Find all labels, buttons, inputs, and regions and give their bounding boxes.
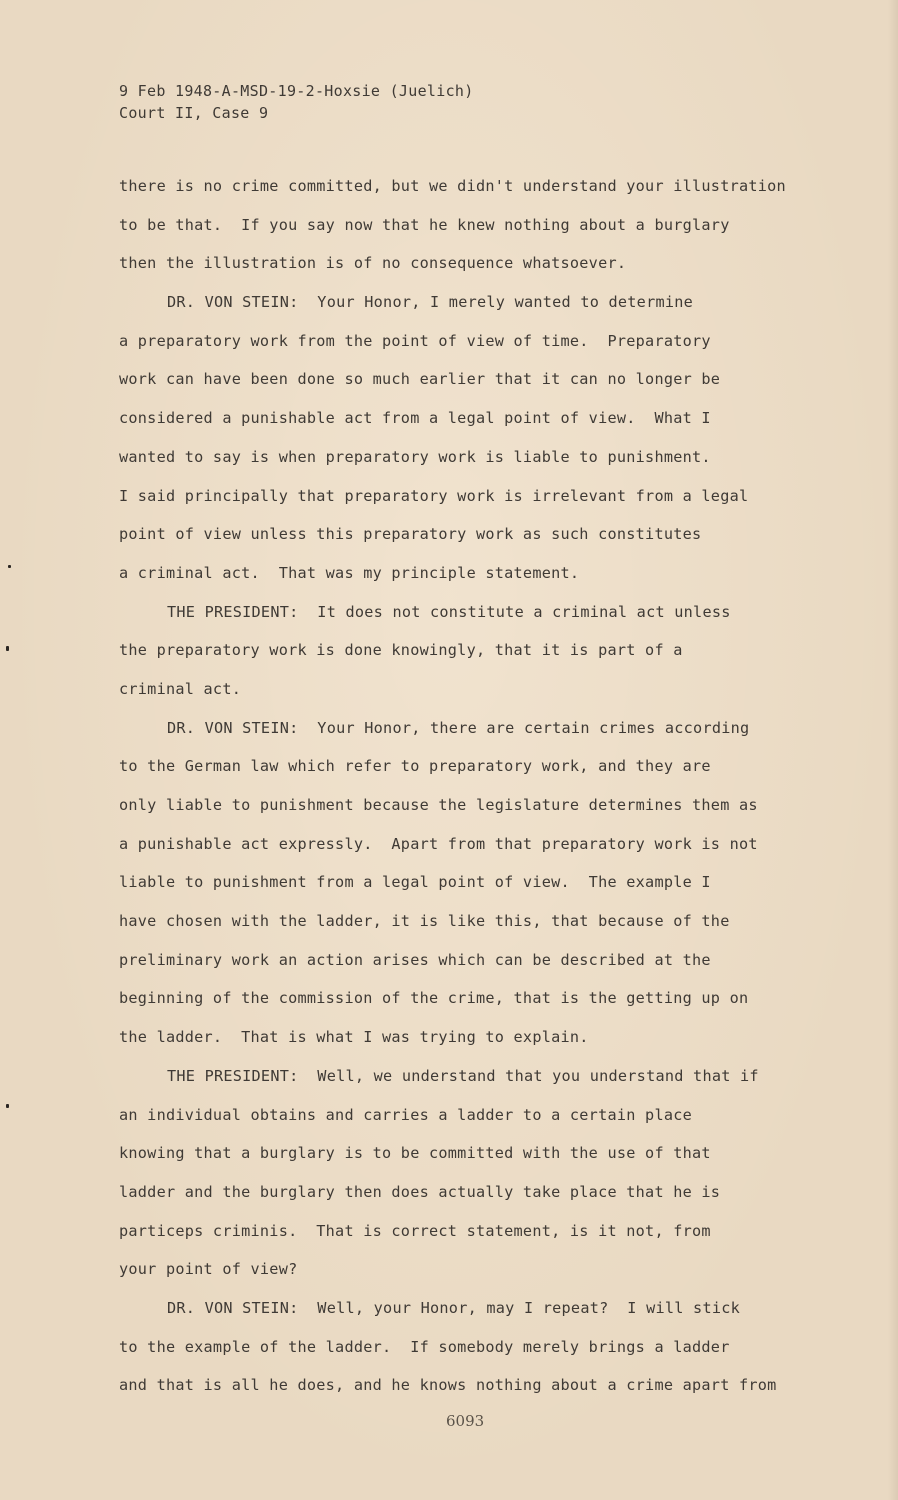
page-number: 6093 xyxy=(446,1412,485,1430)
transcript-body xyxy=(119,173,819,1411)
transcript-line: THE PRESIDENT: Well, we understand that you understand that if xyxy=(167,1066,759,1085)
transcript-line: liable to punishment from a legal point of view. The example I xyxy=(119,873,711,892)
transcript-line: beginning of the commission of the crime, that is the getting up on xyxy=(119,989,749,1008)
transcript-line: DR. VON STEIN: Your Honor, there are certain crimes according xyxy=(167,718,750,737)
transcript-line: DR. VON STEIN: Well, your Honor, may I repeat? I will stick xyxy=(167,1298,741,1317)
transcript-line: point of view unless this preparatory work as such constitutes xyxy=(119,525,702,544)
transcript-line: DR. VON STEIN: Your Honor, I merely wanted to determine xyxy=(167,293,694,312)
transcript-line: to be that. If you say now that he knew nothing about a burglary xyxy=(119,215,730,234)
transcript-line: particeps criminis. That is correct statement, is it not, from xyxy=(119,1221,711,1240)
transcript-line: have chosen with the ladder, it is like this, that because of the xyxy=(119,912,730,931)
document-header xyxy=(119,80,474,124)
transcript-line: criminal act. xyxy=(119,679,242,698)
header-reference-line: 9 Feb 1948-A-MSD-19-2-Hoxsie (Juelich) xyxy=(119,82,474,100)
transcript-line: knowing that a burglary is to be committed with the use of that xyxy=(119,1144,711,1163)
transcript-line: an individual obtains and carries a ladder to a certain place xyxy=(119,1105,693,1124)
transcript-line: the ladder. That is what I was trying to explain. xyxy=(119,1028,589,1047)
margin-mark xyxy=(8,565,11,568)
margin-mark xyxy=(6,646,9,651)
transcript-line: only liable to punishment because the legislature determines them as xyxy=(119,796,758,814)
transcript-line: to the German law which refer to preparatory work, and they are xyxy=(119,757,711,776)
transcript-line: to the example of the ladder. If somebody merely brings a ladder xyxy=(119,1337,730,1356)
transcript-line: I said principally that preparatory work is irrelevant from a legal xyxy=(119,486,749,505)
transcript-line: a punishable act expressly. Apart from that preparatory work is not xyxy=(119,834,758,853)
transcript-line: your point of view? xyxy=(119,1260,298,1279)
transcript-line: there is no crime committed, but we didn't understand your illustration xyxy=(119,177,786,195)
transcript-line: wanted to say is when preparatory work is liable to punishment. xyxy=(119,447,711,466)
transcript-line: then the illustration is of no consequence whatsoever. xyxy=(119,254,627,273)
transcript-line: considered a punishable act from a legal point of view. What I xyxy=(119,409,711,428)
transcript-line: ladder and the burglary then does actually take place that he is xyxy=(119,1182,721,1201)
page-edge-shadow xyxy=(888,0,898,1500)
transcript-line: preliminary work an action arises which can be described at the xyxy=(119,950,711,969)
transcript-line: work can have been done so much earlier that it can no longer be xyxy=(119,370,721,389)
transcript-line: and that is all he does, and he knows nothing about a crime apart from xyxy=(119,1376,777,1395)
header-court-line: Court II, Case 9 xyxy=(119,104,269,122)
transcript-line: a preparatory work from the point of view of time. Preparatory xyxy=(119,331,711,350)
transcript-line: the preparatory work is done knowingly, that it is part of a xyxy=(119,641,683,660)
transcript-line: THE PRESIDENT: It does not constitute a criminal act unless xyxy=(167,602,731,621)
transcript-line: a criminal act. That was my principle statement. xyxy=(119,563,580,582)
margin-mark xyxy=(6,1104,9,1108)
